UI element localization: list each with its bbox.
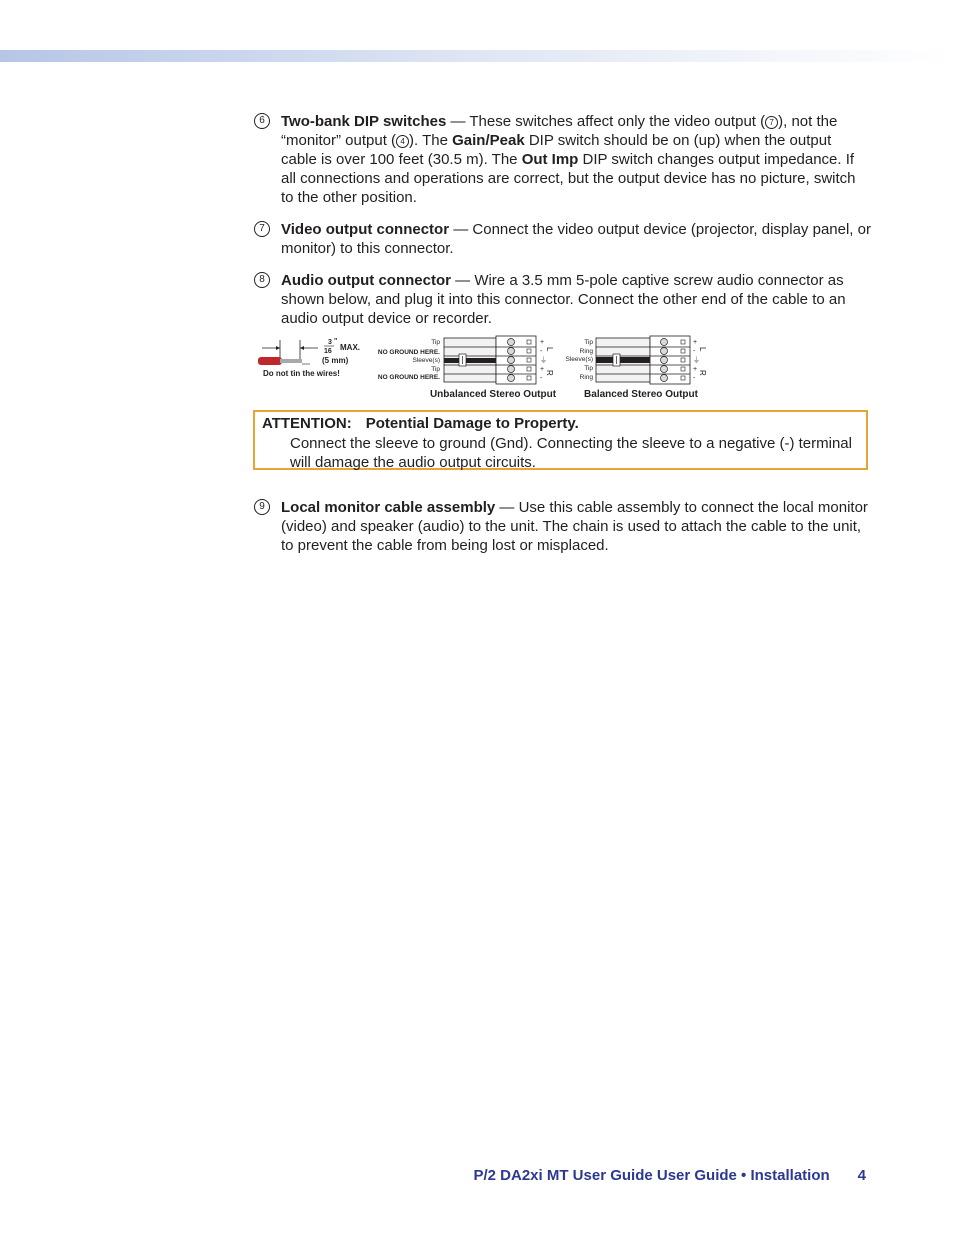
svg-text:+: + <box>540 339 545 346</box>
strip-fraction-numerator: 3 <box>328 339 332 346</box>
balanced-caption: Balanced Stereo Output <box>584 389 698 400</box>
unbalanced-caption: Unbalanced Stereo Output <box>429 389 557 400</box>
callout-ref-7: 7 <box>765 116 778 129</box>
svg-text:⏚: ⏚ <box>540 357 547 364</box>
strip-fraction-unit: " <box>334 338 338 345</box>
page-number: 4 <box>857 1167 866 1184</box>
balanced-label-2: Ring <box>579 348 593 355</box>
item-video-output <box>254 220 874 258</box>
balanced-connector <box>596 336 690 384</box>
wiring-diagram-svg <box>256 332 876 404</box>
attention-label: ATTENTION: <box>262 415 352 432</box>
svg-text:+: + <box>693 366 698 373</box>
item-text: Local monitor cable assembly — Use this cable assembly to connect the local monitor (video) and speaker (audio) to the unit. The chain is used to attach the cable to the unit, to prevent the cable from being lost or misplaced. <box>281 499 868 554</box>
item-title: Video output connector <box>281 221 450 238</box>
item-text: Video output connector — Connect the video output device (projector, display panel, or monitor) to this connector. <box>281 221 871 257</box>
balanced-channel-r: R <box>698 370 707 376</box>
strip-max-label: MAX. <box>340 343 360 352</box>
item-title: Two-bank DIP switches <box>281 113 447 130</box>
unbalanced-label-1: Tip <box>431 339 440 346</box>
callout-ref-4: 4 <box>396 135 409 148</box>
attention-title: Potential Damage to Property. <box>365 415 579 432</box>
unbalanced-label-3: Sleeve(s) <box>412 357 440 364</box>
callout-number-7: 7 <box>254 221 270 237</box>
attention-heading <box>262 415 579 432</box>
callout-number-6: 6 <box>254 113 270 129</box>
balanced-wire-labels <box>566 339 594 381</box>
item-title: Local monitor cable assembly <box>281 499 496 516</box>
svg-text:⏚: ⏚ <box>693 357 700 364</box>
wire-insulation <box>258 357 282 365</box>
unbalanced-channel-l: L <box>545 347 554 352</box>
balanced-label-1: Tip <box>584 339 593 346</box>
svg-text:-: - <box>540 375 543 382</box>
wire-strip-illustration <box>258 340 318 365</box>
balanced-label-5: Ring <box>579 374 593 381</box>
unbalanced-label-4: Tip <box>431 366 440 373</box>
svg-text:-: - <box>540 348 543 355</box>
item-title: Audio output connector <box>281 272 451 289</box>
strip-fraction-denominator: 16 <box>324 348 332 355</box>
unbalanced-label-2: NO GROUND HERE. <box>377 349 440 356</box>
svg-text:+: + <box>693 339 698 346</box>
svg-text:+: + <box>540 366 545 373</box>
no-tin-warning: Do not tin the wires! <box>263 369 340 378</box>
item-text: Two-bank DIP switches — These switches affect only the video output ( 7 ), not the “monitor” output ( 4 ). The Gain/Peak DIP switch should be on (up) when the output cable is over 100 feet (30.5 m). The Out Imp DIP switch changes output impedance. If all connections and operations are correct, but the output device has no picture, switch to the other position. <box>281 113 856 206</box>
unbalanced-label-5: NO GROUND HERE. <box>377 374 440 381</box>
bare-wire <box>280 359 302 363</box>
balanced-label-4: Tip <box>584 365 593 372</box>
balanced-channel-l: L <box>698 347 707 352</box>
item-dip-switches <box>254 112 874 207</box>
unbalanced-connector <box>444 336 536 384</box>
unbalanced-channel-r: R <box>545 370 554 376</box>
attention-box <box>253 410 868 470</box>
callout-number-8: 8 <box>254 272 270 288</box>
svg-text:-: - <box>693 375 696 382</box>
item-audio-output <box>254 271 874 328</box>
attention-body: Connect the sleeve to ground (Gnd). Connecting the sleeve to a negative (-) terminal will damage the audio output circuits. <box>290 435 852 471</box>
item-local-monitor-cable <box>254 498 874 555</box>
item-text: Audio output connector — Wire a 3.5 mm 5-pole captive screw audio connector as shown below, and plug it into this connector. Connect the other end of the cable to an audio output device or recorder. <box>281 272 846 327</box>
header-gradient-bar <box>0 50 954 62</box>
unbalanced-wire-labels <box>378 339 441 381</box>
svg-text:-: - <box>693 348 696 355</box>
strip-mm-label: (5 mm) <box>322 356 349 365</box>
audio-wiring-diagram <box>256 332 876 404</box>
balanced-label-3: Sleeve(s) <box>565 356 593 363</box>
page-footer <box>473 1167 866 1184</box>
footer-title: P/2 DA2xi MT User Guide User Guide • Installation <box>473 1167 830 1184</box>
callout-number-9: 9 <box>254 499 270 515</box>
